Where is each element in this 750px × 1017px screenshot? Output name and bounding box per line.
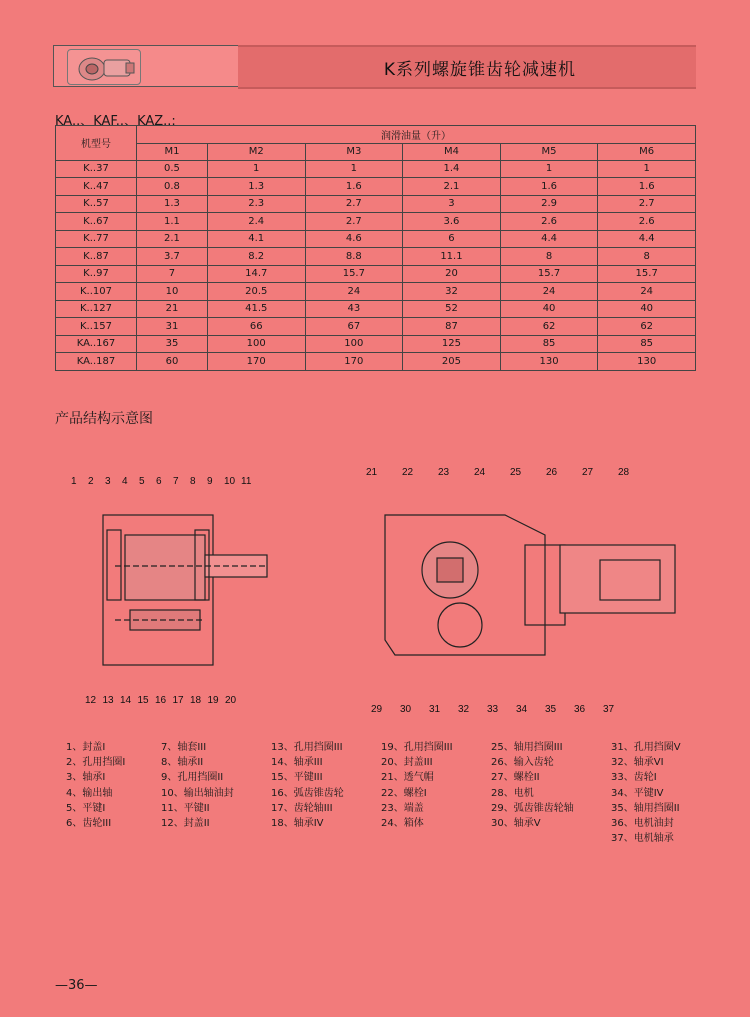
model-cell: K..47 xyxy=(56,178,137,196)
callout-number: 22 xyxy=(402,467,414,478)
table-cell: 2.3 xyxy=(207,195,305,213)
model-cell: KA..167 xyxy=(56,335,137,353)
legend-item: 14、轴承III xyxy=(271,757,323,769)
table-cell: 85 xyxy=(500,335,598,353)
column-header: M6 xyxy=(598,143,696,160)
page-number: —36— xyxy=(55,978,98,993)
legend-item: 23、端盖 xyxy=(381,802,424,814)
table-cell: 1.4 xyxy=(403,160,501,178)
legend-item: 24、箱体 xyxy=(381,817,424,829)
oil-quantity-header: 润滑油量（升） xyxy=(137,126,696,144)
model-cell: K..97 xyxy=(56,265,137,283)
table-cell: 10 xyxy=(137,283,208,301)
callout-number: 4 xyxy=(122,476,128,487)
model-header: 机型号 xyxy=(56,126,137,161)
table-cell: 14.7 xyxy=(207,265,305,283)
table-cell: 85 xyxy=(598,335,696,353)
table-cell: 8.8 xyxy=(305,248,403,266)
table-cell: 0.8 xyxy=(137,178,208,196)
callout-number: 21 xyxy=(366,467,378,478)
legend-item: 12、封盖II xyxy=(161,817,210,829)
callout-number: 17 xyxy=(172,695,184,706)
table-cell: 2.9 xyxy=(500,195,598,213)
page-header xyxy=(53,45,696,85)
table-cell: 8.2 xyxy=(207,248,305,266)
table-cell: 100 xyxy=(305,335,403,353)
legend-item: 19、孔用挡圈III xyxy=(381,742,453,753)
table-cell: 60 xyxy=(137,353,208,371)
callout-number: 8 xyxy=(190,476,196,487)
table-cell: 2.4 xyxy=(207,213,305,231)
callout-number: 16 xyxy=(155,695,167,706)
legend-item: 29、弧齿锥齿轮轴 xyxy=(491,802,574,814)
table-cell: 4.4 xyxy=(500,230,598,248)
table-cell: 4.1 xyxy=(207,230,305,248)
legend-item: 31、孔用挡圈V xyxy=(611,742,681,753)
legend-item: 35、轴用挡圈II xyxy=(611,802,680,814)
callout-number: 36 xyxy=(574,704,586,715)
model-cell: K..127 xyxy=(56,300,137,318)
callout-number: 29 xyxy=(371,704,383,715)
gear-motor-thumbnail xyxy=(67,49,141,85)
table-cell: 130 xyxy=(598,353,696,371)
table-cell: 15.7 xyxy=(598,265,696,283)
table-cell: 43 xyxy=(305,300,403,318)
table-cell: 62 xyxy=(598,318,696,336)
callout-number: 6 xyxy=(156,476,162,487)
callout-number: 1 xyxy=(71,476,77,487)
table-cell: 1.6 xyxy=(305,178,403,196)
table-cell: 3 xyxy=(403,195,501,213)
legend-item: 7、轴套III xyxy=(161,742,207,753)
table-cell: 1 xyxy=(598,160,696,178)
table-cell: 2.1 xyxy=(403,178,501,196)
table-cell: 31 xyxy=(137,318,208,336)
table-cell: 15.7 xyxy=(305,265,403,283)
column-header: M2 xyxy=(207,143,305,160)
table-cell: 24 xyxy=(305,283,403,301)
table-cell: 8 xyxy=(598,248,696,266)
legend-item: 17、齿轮轴III xyxy=(271,802,333,814)
callout-number: 31 xyxy=(429,704,441,715)
legend-item: 10、输出轴油封 xyxy=(161,787,234,799)
model-cell: K..77 xyxy=(56,230,137,248)
page-title: K系列螺旋锥齿轮减速机 xyxy=(383,60,576,80)
model-cell: K..37 xyxy=(56,160,137,178)
table-cell: 3.7 xyxy=(137,248,208,266)
table-row xyxy=(56,318,696,336)
table-cell: 1.6 xyxy=(598,178,696,196)
legend-item: 4、输出轴 xyxy=(66,787,113,799)
table-cell: 20 xyxy=(403,265,501,283)
table-cell: 1.3 xyxy=(207,178,305,196)
model-cell: K..57 xyxy=(56,195,137,213)
table-cell: 1 xyxy=(305,160,403,178)
table-cell: 2.7 xyxy=(598,195,696,213)
table-cell: 11.1 xyxy=(403,248,501,266)
table-cell: 6 xyxy=(403,230,501,248)
table-cell: 20.5 xyxy=(207,283,305,301)
model-cell: K..157 xyxy=(56,318,137,336)
legend-item: 33、齿轮I xyxy=(611,772,657,784)
table-cell: 2.7 xyxy=(305,213,403,231)
callout-number: 32 xyxy=(458,704,470,715)
table-cell: 24 xyxy=(598,283,696,301)
table-cell: 1.1 xyxy=(137,213,208,231)
legend-item: 25、轴用挡圈III xyxy=(491,742,563,753)
table-row xyxy=(56,213,696,231)
column-header: M1 xyxy=(137,143,208,160)
callout-number: 14 xyxy=(120,695,132,706)
legend-item: 36、电机油封 xyxy=(611,817,674,829)
callout-number: 26 xyxy=(546,467,558,478)
callout-number: 3 xyxy=(105,476,111,487)
table-row xyxy=(56,178,696,196)
callout-number: 15 xyxy=(137,695,149,706)
table-cell: 170 xyxy=(207,353,305,371)
table-cell: 35 xyxy=(137,335,208,353)
table-cell: 41.5 xyxy=(207,300,305,318)
column-header: M5 xyxy=(500,143,598,160)
column-header: M3 xyxy=(305,143,403,160)
legend-item: 37、电机轴承 xyxy=(611,833,674,845)
callout-number: 35 xyxy=(545,704,557,715)
table-cell: 21 xyxy=(137,300,208,318)
table-cell: 3.6 xyxy=(403,213,501,231)
table-cell: 170 xyxy=(305,353,403,371)
legend-item: 5、平键I xyxy=(66,802,106,814)
legend-item: 28、电机 xyxy=(491,787,534,799)
table-cell: 1.3 xyxy=(137,195,208,213)
table-cell: 2.1 xyxy=(137,230,208,248)
table-cell: 0.5 xyxy=(137,160,208,178)
table-cell: 15.7 xyxy=(500,265,598,283)
callout-number: 12 xyxy=(85,695,97,706)
table-cell: 7 xyxy=(137,265,208,283)
legend-item: 34、平键IV xyxy=(611,787,664,799)
table-cell: 1 xyxy=(207,160,305,178)
callout-number: 20 xyxy=(225,695,237,706)
callout-number: 24 xyxy=(474,467,486,478)
legend-item: 15、平键III xyxy=(271,772,323,784)
legend-item: 6、齿轮III xyxy=(66,817,112,829)
table-row xyxy=(56,335,696,353)
lubrication-table xyxy=(55,125,696,371)
table-row xyxy=(56,283,696,301)
table-cell: 67 xyxy=(305,318,403,336)
table-cell: 205 xyxy=(403,353,501,371)
legend-item: 8、轴承II xyxy=(161,757,204,769)
legend-item: 18、轴承IV xyxy=(271,817,324,829)
table-caption: KA..、KAF..、KAZ..: xyxy=(55,114,176,129)
table-cell: 4.6 xyxy=(305,230,403,248)
table-cell: 125 xyxy=(403,335,501,353)
callout-number: 27 xyxy=(582,467,594,478)
table-cell: 1 xyxy=(500,160,598,178)
legend-item: 32、轴承VI xyxy=(611,757,664,769)
callout-number: 11 xyxy=(241,476,252,487)
table-cell: 8 xyxy=(500,248,598,266)
legend-item: 26、输入齿轮 xyxy=(491,757,554,769)
callout-number: 19 xyxy=(207,695,219,706)
legend-item: 22、螺栓I xyxy=(381,787,427,799)
callout-number: 37 xyxy=(603,704,615,715)
table-cell: 2.7 xyxy=(305,195,403,213)
callout-number: 5 xyxy=(139,476,145,487)
table-cell: 100 xyxy=(207,335,305,353)
legend-item: 13、孔用挡圈III xyxy=(271,742,343,753)
legend-item: 20、封盖III xyxy=(381,757,433,769)
callout-number: 2 xyxy=(88,476,94,487)
legend-item: 9、孔用挡圈II xyxy=(161,772,224,784)
callout-number: 9 xyxy=(207,476,213,487)
callout-number: 13 xyxy=(102,695,114,706)
legend-item: 11、平键II xyxy=(161,802,210,814)
legend-item: 30、轴承V xyxy=(491,817,541,829)
legend-item: 27、螺栓II xyxy=(491,772,540,784)
callout-number: 23 xyxy=(438,467,450,478)
callout-number: 33 xyxy=(487,704,499,715)
legend-item: 16、弧齿锥齿轮 xyxy=(271,787,344,799)
table-cell: 52 xyxy=(403,300,501,318)
table-cell: 1.6 xyxy=(500,178,598,196)
table-cell: 40 xyxy=(598,300,696,318)
legend-item: 2、孔用挡圈I xyxy=(66,757,126,769)
table-row xyxy=(56,195,696,213)
legend-item: 21、透气帽 xyxy=(381,772,434,784)
table-row xyxy=(56,160,696,178)
callout-number: 25 xyxy=(510,467,522,478)
table-cell: 2.6 xyxy=(598,213,696,231)
table-cell: 62 xyxy=(500,318,598,336)
callout-number: 7 xyxy=(173,476,179,487)
table-cell: 32 xyxy=(403,283,501,301)
table-row xyxy=(56,353,696,371)
table-row xyxy=(56,265,696,283)
legend-item: 1、封盖I xyxy=(66,742,106,753)
table-cell: 66 xyxy=(207,318,305,336)
table-row xyxy=(56,230,696,248)
structure-diagram xyxy=(55,460,695,720)
table-row xyxy=(56,300,696,318)
callout-number: 18 xyxy=(190,695,202,706)
callout-number: 30 xyxy=(400,704,412,715)
model-cell: KA..187 xyxy=(56,353,137,371)
table-cell: 87 xyxy=(403,318,501,336)
callout-number: 10 xyxy=(224,476,236,487)
callout-number: 28 xyxy=(618,467,630,478)
model-cell: K..67 xyxy=(56,213,137,231)
table-cell: 2.6 xyxy=(500,213,598,231)
model-cell: K..87 xyxy=(56,248,137,266)
model-cell: K..107 xyxy=(56,283,137,301)
legend-item: 3、轴承I xyxy=(66,772,106,784)
section-title: 产品结构示意图 xyxy=(55,411,153,427)
table-cell: 40 xyxy=(500,300,598,318)
callout-number: 34 xyxy=(516,704,528,715)
table-row xyxy=(56,248,696,266)
table-cell: 130 xyxy=(500,353,598,371)
table-cell: 4.4 xyxy=(598,230,696,248)
column-header: M4 xyxy=(403,143,501,160)
table-cell: 24 xyxy=(500,283,598,301)
